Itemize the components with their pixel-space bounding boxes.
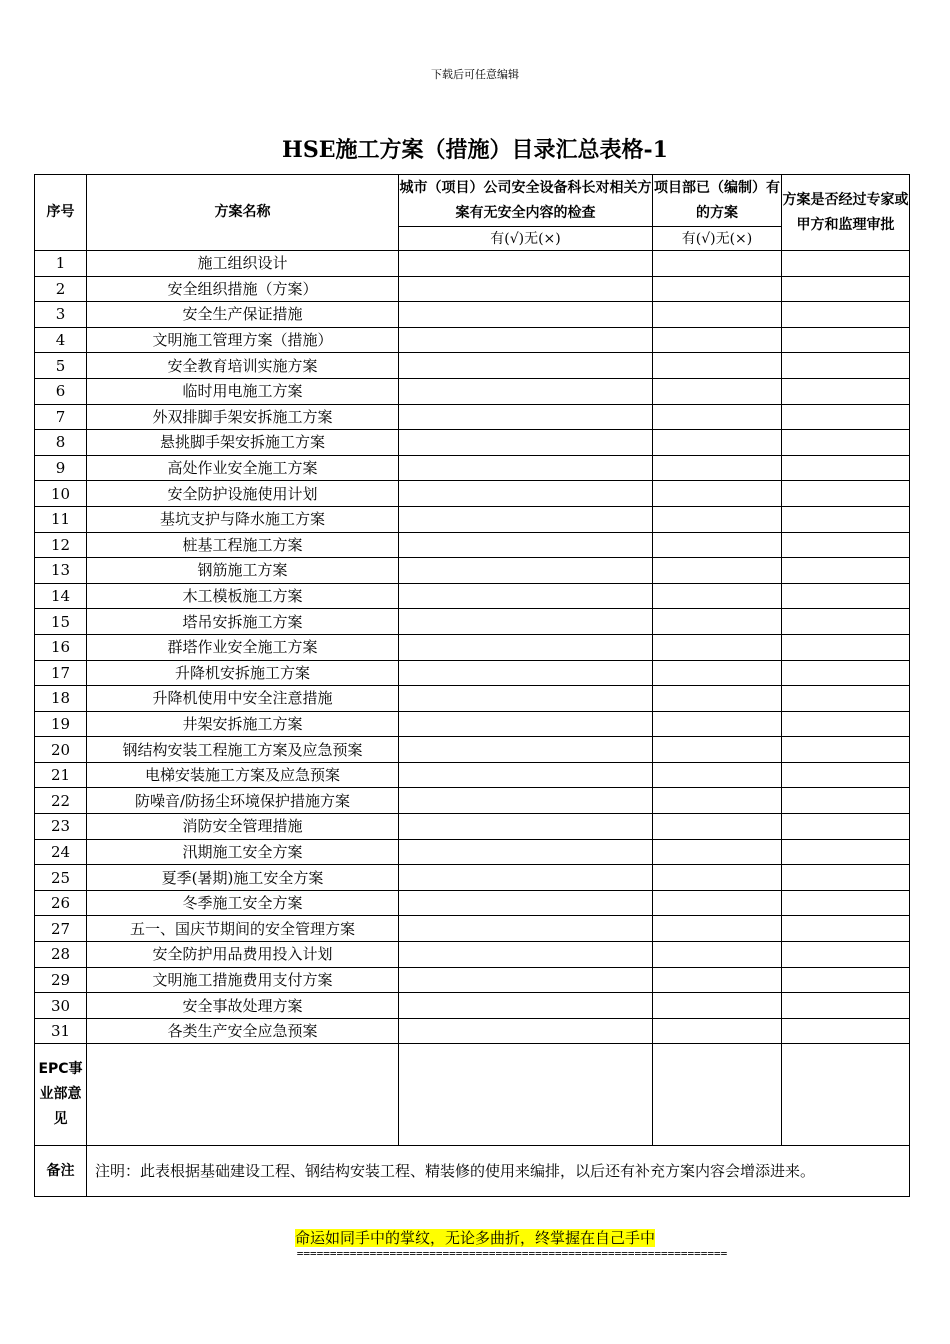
row-number: 24	[35, 839, 87, 865]
table-row	[35, 430, 910, 456]
row-expert-review-cell	[782, 634, 910, 660]
row-city-check-cell	[399, 762, 653, 788]
row-plan-name: 安全事故处理方案	[87, 993, 399, 1019]
row-plan-name: 安全防护用品费用投入计划	[87, 942, 399, 968]
row-number: 26	[35, 890, 87, 916]
row-city-check-cell	[399, 634, 653, 660]
row-city-check-cell	[399, 430, 653, 456]
row-number: 3	[35, 302, 87, 328]
row-expert-review-cell	[782, 532, 910, 558]
row-plan-name: 升降机安拆施工方案	[87, 660, 399, 686]
header-project-dept: 项目部已（编制）有的方案	[653, 175, 782, 227]
row-city-check-cell	[399, 558, 653, 584]
row-city-check-cell	[399, 788, 653, 814]
row-city-check-cell	[399, 967, 653, 993]
row-expert-review-cell	[782, 839, 910, 865]
row-city-check-cell	[399, 839, 653, 865]
row-city-check-cell	[399, 814, 653, 840]
row-city-check-cell	[399, 711, 653, 737]
row-plan-name: 桩基工程施工方案	[87, 532, 399, 558]
row-plan-name: 夏季(暑期)施工安全方案	[87, 865, 399, 891]
row-number: 29	[35, 967, 87, 993]
table-row	[35, 814, 910, 840]
table-row	[35, 916, 910, 942]
row-city-check-cell	[399, 583, 653, 609]
row-expert-review-cell	[782, 506, 910, 532]
header-yes-no-project: 有(√)无(×)	[653, 227, 782, 251]
row-expert-review-cell	[782, 302, 910, 328]
table-row	[35, 455, 910, 481]
header-note: 下载后可任意编辑	[431, 68, 519, 81]
row-project-dept-cell	[653, 686, 782, 712]
row-expert-review-cell	[782, 609, 910, 635]
row-project-dept-cell	[653, 788, 782, 814]
row-number: 11	[35, 506, 87, 532]
table-row	[35, 762, 910, 788]
row-number: 9	[35, 455, 87, 481]
row-project-dept-cell	[653, 916, 782, 942]
row-plan-name: 施工组织设计	[87, 251, 399, 277]
row-number: 6	[35, 378, 87, 404]
header-plan-name: 方案名称	[87, 175, 399, 251]
row-city-check-cell	[399, 455, 653, 481]
row-project-dept-cell	[653, 353, 782, 379]
row-project-dept-cell	[653, 711, 782, 737]
row-number: 17	[35, 660, 87, 686]
table-row	[35, 686, 910, 712]
row-number: 28	[35, 942, 87, 968]
row-project-dept-cell	[653, 583, 782, 609]
row-city-check-cell	[399, 1018, 653, 1044]
row-city-check-cell	[399, 660, 653, 686]
row-project-dept-cell	[653, 251, 782, 277]
row-plan-name: 防噪音/防扬尘环境保护措施方案	[87, 788, 399, 814]
row-plan-name: 文明施工管理方案（措施）	[87, 327, 399, 353]
table-row	[35, 506, 910, 532]
row-number: 4	[35, 327, 87, 353]
row-plan-name: 钢结构安装工程施工方案及应急预案	[87, 737, 399, 763]
row-project-dept-cell	[653, 1018, 782, 1044]
epc-opinion-row	[35, 1044, 910, 1146]
row-project-dept-cell	[653, 532, 782, 558]
epc-opinion-review-cell	[782, 1044, 910, 1146]
row-project-dept-cell	[653, 378, 782, 404]
row-number: 15	[35, 609, 87, 635]
table-row	[35, 532, 910, 558]
row-expert-review-cell	[782, 814, 910, 840]
row-number: 13	[35, 558, 87, 584]
row-city-check-cell	[399, 378, 653, 404]
row-number: 19	[35, 711, 87, 737]
table-row	[35, 609, 910, 635]
row-expert-review-cell	[782, 890, 910, 916]
plan-directory-table	[34, 174, 910, 1197]
table-row	[35, 711, 910, 737]
row-project-dept-cell	[653, 737, 782, 763]
row-plan-name: 井架安拆施工方案	[87, 711, 399, 737]
row-city-check-cell	[399, 865, 653, 891]
row-expert-review-cell	[782, 583, 910, 609]
row-project-dept-cell	[653, 634, 782, 660]
row-project-dept-cell	[653, 839, 782, 865]
row-expert-review-cell	[782, 558, 910, 584]
row-city-check-cell	[399, 251, 653, 277]
row-number: 12	[35, 532, 87, 558]
row-project-dept-cell	[653, 455, 782, 481]
row-expert-review-cell	[782, 686, 910, 712]
row-plan-name: 安全教育培训实施方案	[87, 353, 399, 379]
row-number: 8	[35, 430, 87, 456]
table-row	[35, 942, 910, 968]
table-row	[35, 788, 910, 814]
row-number: 23	[35, 814, 87, 840]
row-project-dept-cell	[653, 327, 782, 353]
remark-row	[35, 1146, 910, 1197]
row-project-dept-cell	[653, 865, 782, 891]
row-plan-name: 汛期施工安全方案	[87, 839, 399, 865]
table-row	[35, 481, 910, 507]
row-expert-review-cell	[782, 430, 910, 456]
row-number: 5	[35, 353, 87, 379]
row-project-dept-cell	[653, 430, 782, 456]
row-expert-review-cell	[782, 327, 910, 353]
page-title: HSE施工方案（措施）目录汇总表格-1	[282, 137, 668, 163]
row-city-check-cell	[399, 916, 653, 942]
table-row	[35, 737, 910, 763]
row-expert-review-cell	[782, 660, 910, 686]
row-project-dept-cell	[653, 993, 782, 1019]
row-plan-name: 临时用电施工方案	[87, 378, 399, 404]
motto	[0, 1227, 950, 1248]
row-expert-review-cell	[782, 455, 910, 481]
header-city-check: 城市（项目）公司安全设备科长对相关方案有无安全内容的检查	[399, 175, 653, 227]
row-expert-review-cell	[782, 251, 910, 277]
row-expert-review-cell	[782, 276, 910, 302]
row-expert-review-cell	[782, 378, 910, 404]
table-row	[35, 583, 910, 609]
table-row	[35, 660, 910, 686]
row-plan-name: 冬季施工安全方案	[87, 890, 399, 916]
row-expert-review-cell	[782, 711, 910, 737]
row-number: 27	[35, 916, 87, 942]
row-plan-name: 五一、国庆节期间的安全管理方案	[87, 916, 399, 942]
row-city-check-cell	[399, 686, 653, 712]
row-expert-review-cell	[782, 865, 910, 891]
row-plan-name: 安全组织措施（方案）	[87, 276, 399, 302]
row-city-check-cell	[399, 506, 653, 532]
row-plan-name: 升降机使用中安全注意措施	[87, 686, 399, 712]
row-expert-review-cell	[782, 967, 910, 993]
row-plan-name: 基坑支护与降水施工方案	[87, 506, 399, 532]
remark-label: 备注	[35, 1146, 87, 1197]
row-number: 30	[35, 993, 87, 1019]
row-city-check-cell	[399, 890, 653, 916]
row-number: 7	[35, 404, 87, 430]
row-expert-review-cell	[782, 993, 910, 1019]
row-city-check-cell	[399, 276, 653, 302]
row-expert-review-cell	[782, 737, 910, 763]
row-project-dept-cell	[653, 660, 782, 686]
header-yes-no-city: 有(√)无(×)	[399, 227, 653, 251]
row-city-check-cell	[399, 532, 653, 558]
row-city-check-cell	[399, 327, 653, 353]
row-project-dept-cell	[653, 302, 782, 328]
row-number: 10	[35, 481, 87, 507]
row-project-dept-cell	[653, 814, 782, 840]
row-project-dept-cell	[653, 276, 782, 302]
row-plan-name: 安全生产保证措施	[87, 302, 399, 328]
row-city-check-cell	[399, 481, 653, 507]
remark-text: 注明：此表根据基础建设工程、钢结构安装工程、精装修的使用来编排，以后还有补充方案内容会增添进来。	[87, 1146, 910, 1197]
row-plan-name: 悬挑脚手架安拆施工方案	[87, 430, 399, 456]
row-project-dept-cell	[653, 506, 782, 532]
epc-opinion-city-cell	[399, 1044, 653, 1146]
row-plan-name: 消防安全管理措施	[87, 814, 399, 840]
table-row	[35, 890, 910, 916]
row-project-dept-cell	[653, 404, 782, 430]
row-number: 21	[35, 762, 87, 788]
row-number: 1	[35, 251, 87, 277]
row-project-dept-cell	[653, 558, 782, 584]
row-city-check-cell	[399, 609, 653, 635]
row-project-dept-cell	[653, 762, 782, 788]
row-city-check-cell	[399, 942, 653, 968]
row-expert-review-cell	[782, 762, 910, 788]
row-project-dept-cell	[653, 609, 782, 635]
header-index: 序号	[35, 175, 87, 251]
table-row	[35, 353, 910, 379]
epc-opinion-project-cell	[653, 1044, 782, 1146]
table-row	[35, 1018, 910, 1044]
separator-line: =================================================================	[296, 1247, 728, 1260]
row-number: 2	[35, 276, 87, 302]
table-row	[35, 634, 910, 660]
row-expert-review-cell	[782, 942, 910, 968]
row-plan-name: 外双排脚手架安拆施工方案	[87, 404, 399, 430]
epc-opinion-name-cell	[87, 1044, 399, 1146]
row-city-check-cell	[399, 302, 653, 328]
row-expert-review-cell	[782, 916, 910, 942]
table-row	[35, 967, 910, 993]
row-plan-name: 安全防护设施使用计划	[87, 481, 399, 507]
row-project-dept-cell	[653, 942, 782, 968]
row-plan-name: 文明施工措施费用支付方案	[87, 967, 399, 993]
table-row	[35, 993, 910, 1019]
row-plan-name: 群塔作业安全施工方案	[87, 634, 399, 660]
row-plan-name: 高处作业安全施工方案	[87, 455, 399, 481]
row-project-dept-cell	[653, 890, 782, 916]
table-row	[35, 302, 910, 328]
row-project-dept-cell	[653, 481, 782, 507]
table-row	[35, 251, 910, 277]
row-number: 20	[35, 737, 87, 763]
table-row	[35, 327, 910, 353]
table-row	[35, 839, 910, 865]
motto-highlight: 命运如同手中的掌纹，无论多曲折，终掌握在自己手中	[294, 1229, 655, 1247]
row-plan-name: 塔吊安拆施工方案	[87, 609, 399, 635]
row-number: 25	[35, 865, 87, 891]
table-row	[35, 865, 910, 891]
row-number: 14	[35, 583, 87, 609]
header-expert-review: 方案是否经过专家或甲方和监理审批	[782, 175, 910, 251]
row-expert-review-cell	[782, 1018, 910, 1044]
row-expert-review-cell	[782, 353, 910, 379]
row-number: 31	[35, 1018, 87, 1044]
table-row	[35, 276, 910, 302]
row-plan-name: 电梯安装施工方案及应急预案	[87, 762, 399, 788]
row-number: 18	[35, 686, 87, 712]
row-expert-review-cell	[782, 788, 910, 814]
row-project-dept-cell	[653, 967, 782, 993]
row-city-check-cell	[399, 737, 653, 763]
table-row	[35, 404, 910, 430]
row-plan-name: 各类生产安全应急预案	[87, 1018, 399, 1044]
row-city-check-cell	[399, 404, 653, 430]
row-plan-name: 钢筋施工方案	[87, 558, 399, 584]
row-expert-review-cell	[782, 481, 910, 507]
row-number: 16	[35, 634, 87, 660]
row-expert-review-cell	[782, 404, 910, 430]
row-city-check-cell	[399, 353, 653, 379]
table-row	[35, 558, 910, 584]
table-row	[35, 378, 910, 404]
row-city-check-cell	[399, 993, 653, 1019]
row-plan-name: 木工模板施工方案	[87, 583, 399, 609]
epc-opinion-label: EPC事业部意见	[35, 1044, 87, 1146]
row-number: 22	[35, 788, 87, 814]
